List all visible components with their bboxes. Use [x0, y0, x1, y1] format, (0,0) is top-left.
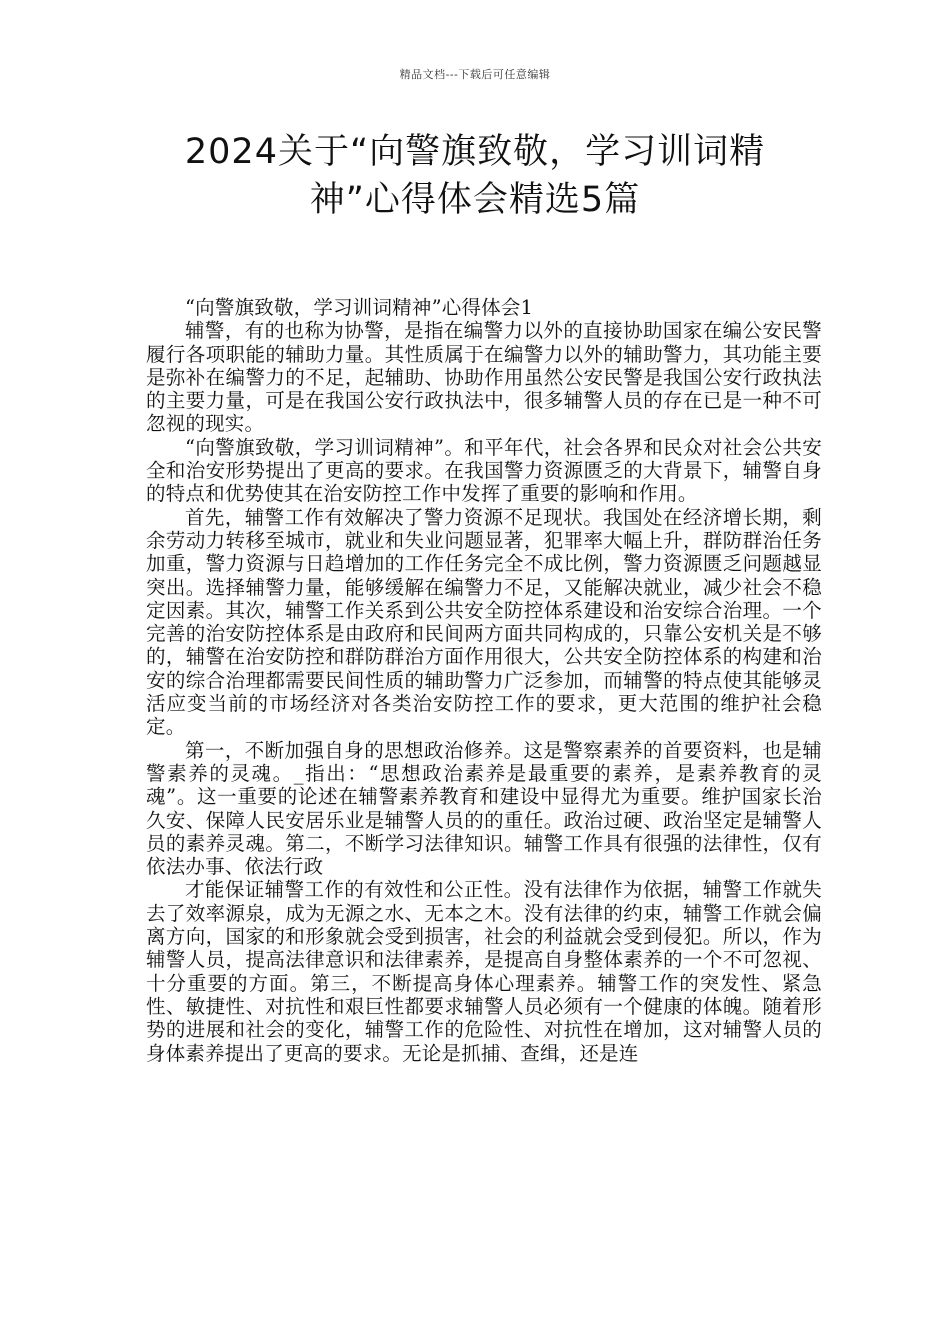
section-heading: “向警旗致敬，学习训词精神”心得体会1 [185, 296, 534, 319]
paragraph: “向警旗致敬，学习训词精神”。和平年代，社会各界和民众对社会公共安全和治安形势提出了更高的要求。在我国警力资源匮乏的大背景下，辅警自身的特点和优势使其在治安防控工作中发挥了重要的影响和作用。 [146, 435, 822, 506]
document-title [120, 128, 830, 224]
document-title-line-2: 神”心得体会精选5篇 [309, 180, 641, 220]
paragraph: 才能保证辅警工作的有效性和公正性。没有法律作为依据，辅警工作就失去了效率源泉，成为无源之水、无本之木。没有法律的约束，辅警工作就会偏离方向，国家的和形象就会受到损害，社会的利益就会受到侵犯。所以，作为辅警人员，提高法律意识和法律素养，是提高自身整体素养的一个不可忽视、十分重要的方面。第三，不断提高身体心理素养。辅警工作的突发性、紧急性、敏捷性、对抗性和艰巨性都要求辅警人员必须有一个健康的体魄。随着形势的进展和社会的变化，辅警工作的危险性、对抗性在增加，这对辅警人员的身体素养提出了更高的要求。无论是抓捕、查缉，还是连 [146, 878, 822, 1065]
paragraph: 辅警，有的也称为协警，是指在编警力以外的直接协助国家在编公安民警履行各项职能的辅助力量。其性质属于在编警力以外的辅助警力，其功能主要是弥补在编警力的不足，起辅助、协助作用虽然公安民警是我国公安行政执法的主要力量，可是在我国公安行政执法中，很多辅警人员的存在已是一种不可忽视的现实。 [146, 319, 822, 436]
document-title-line-1: 2024关于“向警旗致敬，学习训词精 [184, 132, 766, 172]
page-header: 精品文档---下载后可任意编辑 [399, 68, 551, 81]
paragraph: 首先，辅警工作有效解决了警力资源不足现状。我国处在经济增长期，剩余劳动力转移至城市，就业和失业问题显著，犯罪率大幅上升，群防群治任务加重，警力资源与日趋增加的工作任务完全不成比例，警力资源匮乏问题越显突出。选择辅警力量，能够缓解在编警力不足，又能解决就业，减少社会不稳定因素。其次，辅警工作关系到公共安全防控体系建设和治安综合治理。一个完善的治安防控体系是由政府和民间两方面共同构成的，只靠公安机关是不够的，辅警在治安防控和群防群治方面作用很大，公共安全防控体系的构建和治安的综合治理都需要民间性质的辅助警力广泛参加，而辅警的特点使其能够灵活应变当前的市场经济对各类治安防控工作的要求，更大范围的维护社会稳定。 [146, 505, 822, 739]
paragraph: 第一，不断加强自身的思想政治修养。这是警察素养的首要资料，也是辅警素养的灵魂。_指出：“思想政治素养是最重要的素养，是素养教育的灵魂”。这一重要的论述在辅警素养教育和建设中显得尤为重要。维护国家长治久安、保障人民安居乐业是辅警人员的的重任。政治过硬、政治坚定是辅警人员的素养灵魂。第二，不断学习法律知识。辅警工作具有很强的法律性，仅有依法办事、依法行政 [146, 738, 822, 879]
document-body [146, 296, 822, 1065]
